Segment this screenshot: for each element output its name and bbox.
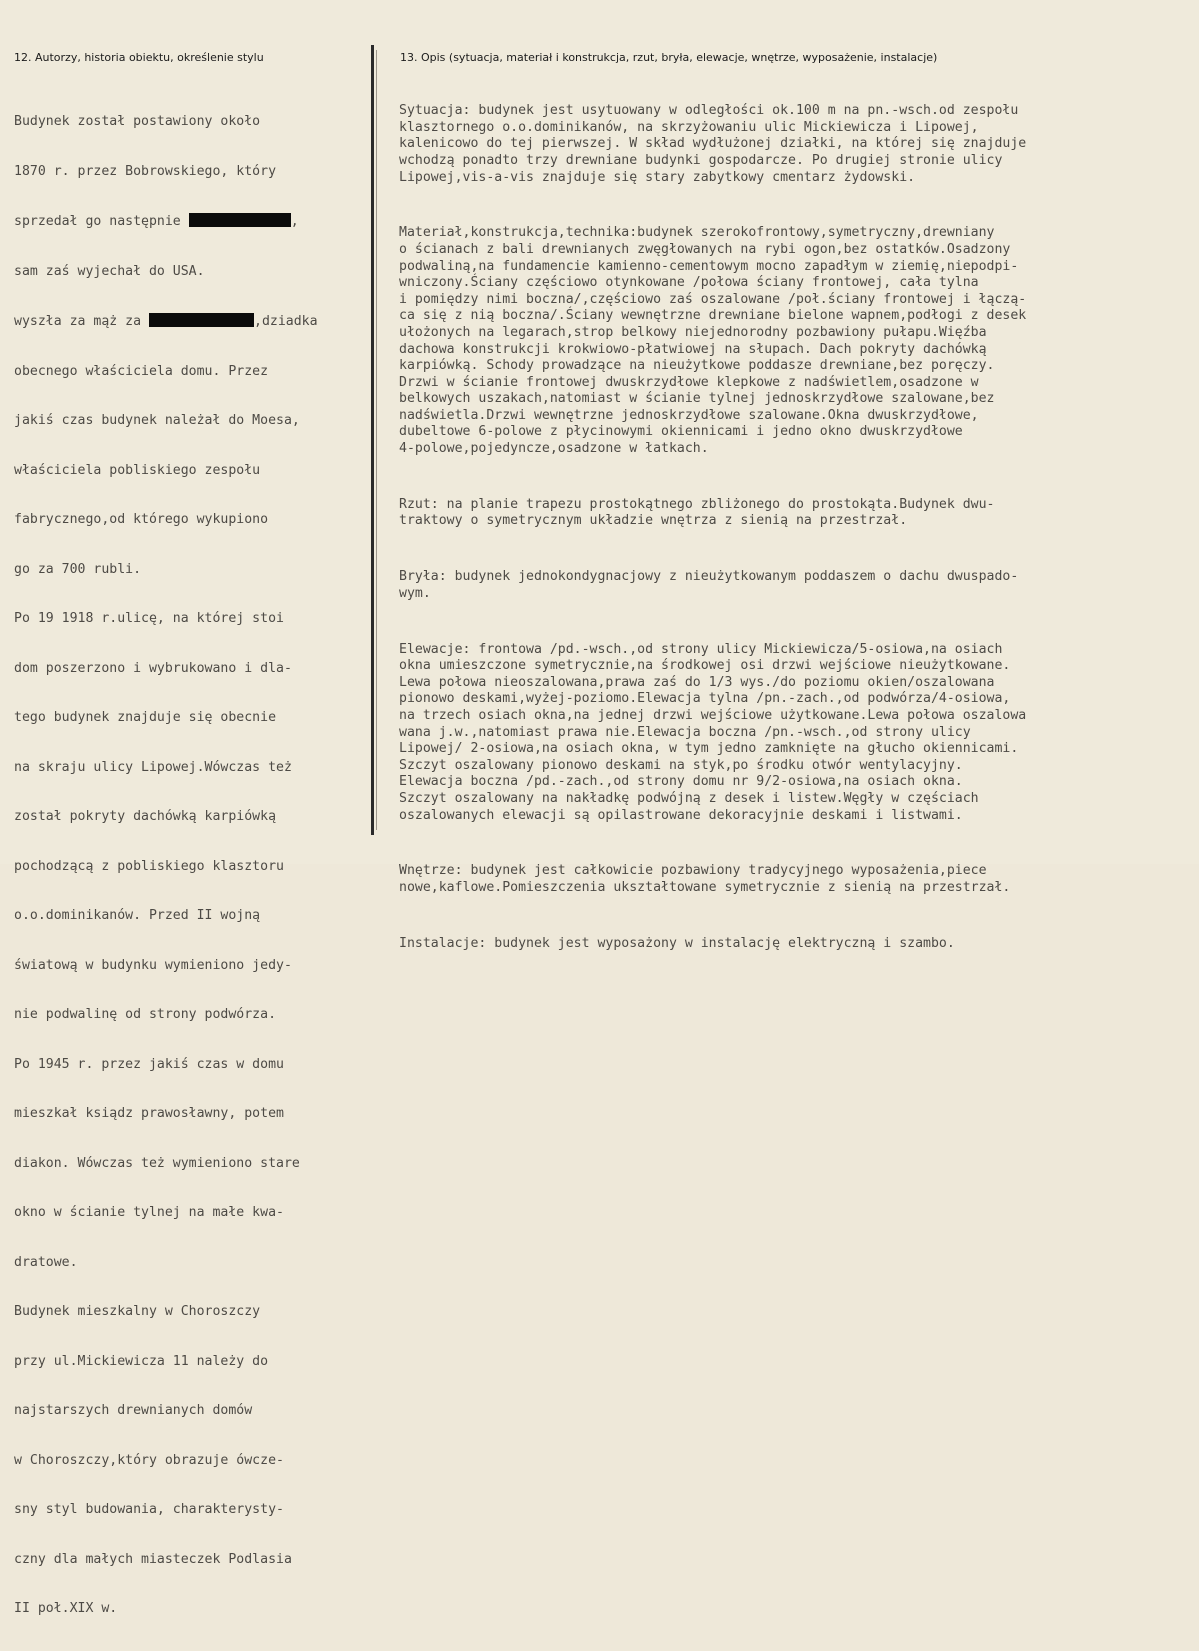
redaction-bar [149, 313, 254, 327]
text-line: tego budynek znajduje się obecnie [14, 710, 277, 725]
text-line: wchodzą ponadto trzy drewniane budynki gospodarcze. Po drugiej stronie ulicy [399, 152, 1003, 168]
text-line: Drzwi w ścianie frontowej dwuskrzydłowe klepkowe z nadświetlem,osadzone w [399, 374, 979, 390]
elewacje-paragraph [399, 642, 1194, 825]
text-line: wniczony.Ściany częściowo otynkowane /połowa ściany frontowej, cała tylna [399, 275, 979, 291]
text-line: Elewacja boczna /pd.-zach.,od strony domu nr 9/2-osiowa,na osiach okna. [399, 774, 963, 790]
text-line: wana j.w.,natomiast prawa nie.Elewacja boczna /pn.-wsch.,od strony ulicy [399, 724, 971, 740]
text-line: najstarszych drewnianych domów [14, 1403, 253, 1418]
column-divider-shadow [376, 50, 377, 830]
text-line: Sytuacja: budynek jest usytuowany w odległości ok.100 m na pn.-wsch.od zespołu [399, 103, 1019, 119]
text-line: Lipowej/ 2-osiowa,na osiach okna, w tym jedno zamknięte na głucho okiennicami. [399, 741, 1019, 757]
text-line: okna umieszczone symetrycznie,na środkowej osi drzwi wejściowe nieużytkowane. [399, 658, 1011, 674]
text-line: sny styl budowania, charakterysty- [14, 1502, 284, 1517]
text-line: w Choroszczy,który obrazuje ówcze- [14, 1452, 284, 1468]
text-line: oszalowanych elewacji są opilastrowane dekoracyjnie deskami i listwami. [399, 807, 963, 823]
description-text [399, 70, 1194, 985]
text-line: Bryła: budynek jednokondygnacjowy z nieużytkowanym poddaszem o dachu dwuspado- [399, 569, 1019, 585]
text-line: Lewa połowa nieoszalowana,prawa zaś do 1/3 wys./do poziomu okien/oszalowana [399, 674, 995, 690]
text-line: o.o.dominikanów. Przed II wojną [14, 908, 261, 923]
section-13-header: 13. Opis (sytuacja, materiał i konstrukcja, rzut, bryła, elewacje, wnętrze, wyposażenie, instalacje) [400, 51, 938, 64]
text-line: Wnętrze: budynek jest całkowicie pozbawiony tradycyjnego wyposażenia,piece [399, 863, 987, 879]
text-line: II poł.XIX w. [14, 1601, 118, 1616]
text-line: 1870 r. przez Bobrowskiego, który [14, 163, 277, 179]
text-line: Po 1945 r. przez jakiś czas w domu [14, 1056, 284, 1072]
text-line: 4-polowe,pojedyncze,osadzone w łatkach. [399, 441, 709, 457]
column-divider [371, 45, 374, 835]
text-line [14, 213, 318, 231]
text-line: belkowych uszakach,natomiast w ścianie tylnej jednoskrzydłowe szalowane,bez [399, 391, 995, 407]
bryla-paragraph [399, 569, 1194, 602]
text-line: nowe,kaflowe.Pomieszczenia ukształtowane symetrycznie z sienią na przestrzał. [399, 879, 1011, 895]
text-fragment: sprzedał go następnie [14, 214, 181, 229]
material-paragraph [399, 225, 1194, 457]
text-line: Rzut: na planie trapezu prostokątnego zbliżonego do prostokąta.Budynek dwu- [399, 496, 995, 512]
text-line: fabrycznego,od którego wykupiono [14, 512, 269, 527]
text-line: ułożonych na legarach,strop belkowy niejednorodny pozbawiony pułapu.Więźba [399, 324, 987, 340]
history-text [14, 81, 318, 1651]
text-line: Szczyt oszalowany na nakładkę podwójną z desek i listew.Węgły w częściach [399, 790, 979, 806]
text-line: przy ul.Mickiewicza 11 należy do [14, 1353, 269, 1369]
text-line: nie podwalinę od strony podwórza. [14, 1007, 277, 1022]
text-line: obecnego właściciela domu. Przez [14, 363, 269, 379]
text-line: pochodzącą z pobliskiego klasztoru [14, 858, 284, 874]
text-line: właściciela pobliskiego zespołu [14, 462, 261, 478]
text-line: Budynek mieszkalny w Choroszczy [14, 1304, 261, 1319]
text-line: okno w ścianie tylnej na małe kwa- [14, 1205, 284, 1220]
text-line: ca się z nią boczna/.Ściany wewnętrzne drewniane bielone wapnem,podłogi z desek [399, 308, 1027, 324]
wnetrze-paragraph [399, 863, 1194, 896]
text-line: światową w budynku wymieniono jedy- [14, 957, 292, 973]
text-line: Budynek został postawiony około [14, 114, 261, 129]
section-12-header: 12. Autorzy, historia obiektu, określenie stylu [14, 51, 264, 64]
text-fragment: ,dziadka [254, 314, 318, 329]
text-line: pionowo deskami,wyżej-poziomo.Elewacja tylna /pn.-zach.,od podwórza/4-osiowa, [399, 691, 1011, 707]
text-line: na trzech osiach okna,na jednej drzwi wejściowe użytkowane.Lewa połowa oszalowa [399, 707, 1027, 723]
text-line: diakon. Wówczas też wymieniono stare [14, 1155, 300, 1171]
text-fragment: wyszła za mąż za [14, 314, 142, 329]
text-line: sam zaś wyjechał do USA. [14, 263, 205, 279]
instalacje-paragraph [399, 936, 1194, 953]
text-line: Elewacje: frontowa /pd.-wsch.,od strony ulicy Mickiewicza/5-osiowa,na osiach [399, 641, 1003, 657]
text-line: jakiś czas budynek należał do Moesa, [14, 413, 300, 428]
text-fragment: , [290, 214, 299, 229]
text-line: został pokryty dachówką karpiówką [14, 809, 277, 824]
text-line: na skraju ulicy Lipowej.Wówczas też [14, 759, 292, 775]
text-line: Materiał,konstrukcja,technika:budynek szerokofrontowy,symetryczny,drewniany [399, 225, 995, 241]
text-line: dratowe. [14, 1254, 78, 1270]
text-line: mieszkał ksiądz prawosławny, potem [14, 1106, 284, 1121]
text-line: o ścianach z bali drewnianych zwęgłowanych na rybi ogon,bez ostatków.Osadzony [399, 241, 1011, 257]
rzut-paragraph [399, 497, 1194, 530]
text-line: Lipowej,vis-a-vis znajduje się stary zabytkowy cmentarz żydowski. [399, 169, 916, 185]
text-line: i pomiędzy nimi boczna/,częściowo zaś oszalowane /poł.ściany frontowej i łączą- [399, 291, 1027, 307]
text-line: traktowy o symetrycznym układzie wnętrza z sienią na przestrzał. [399, 513, 908, 529]
sytuacja-paragraph [399, 103, 1194, 186]
text-line: dachowa konstrukcji krokwiowo-płatwiowej na słupach. Dach pokryty dachówką [399, 341, 987, 357]
text-line: podwaliną,na fundamencie kamienno-cementowym mocno zapadłym w ziemię,niepodpi- [399, 258, 1019, 274]
text-line: kalenicowo do tej pierwszej. W skład wydłużonej działki, na której się znajduje [399, 136, 1027, 152]
text-line: Instalacje: budynek jest wyposażony w instalację elektryczną i szambo. [399, 935, 955, 951]
text-line: klasztornego o.o.dominikanów, na skrzyżowaniu ulic Mickiewicza i Lipowej, [399, 119, 979, 135]
text-line: nadświetla.Drzwi wewnętrzne jednoskrzydłowe szalowane.Okna dwuskrzydłowe, [399, 407, 979, 423]
text-line: karpiówką. Schody prowadzące na nieużytkowe poddasze drewniane,bez poręczy. [399, 358, 995, 374]
text-line: wym. [399, 585, 431, 601]
text-line: czny dla małych miasteczek Podlasia [14, 1551, 292, 1567]
text-line: Szczyt oszalowany pionowo deskami na styk,po środku otwór wentylacyjny. [399, 757, 963, 773]
text-line: go za 700 rubli. [14, 561, 142, 577]
text-line: dubeltowe 6-polowe z płycinowymi okiennicami i jedno okno dwuskrzydłowe [399, 424, 963, 440]
text-line: dom poszerzono i wybrukowano i dla- [14, 660, 292, 676]
redaction-bar [189, 213, 291, 227]
text-line: Po 19 1918 r.ulicę, na której stoi [14, 611, 284, 626]
text-line [14, 313, 318, 331]
